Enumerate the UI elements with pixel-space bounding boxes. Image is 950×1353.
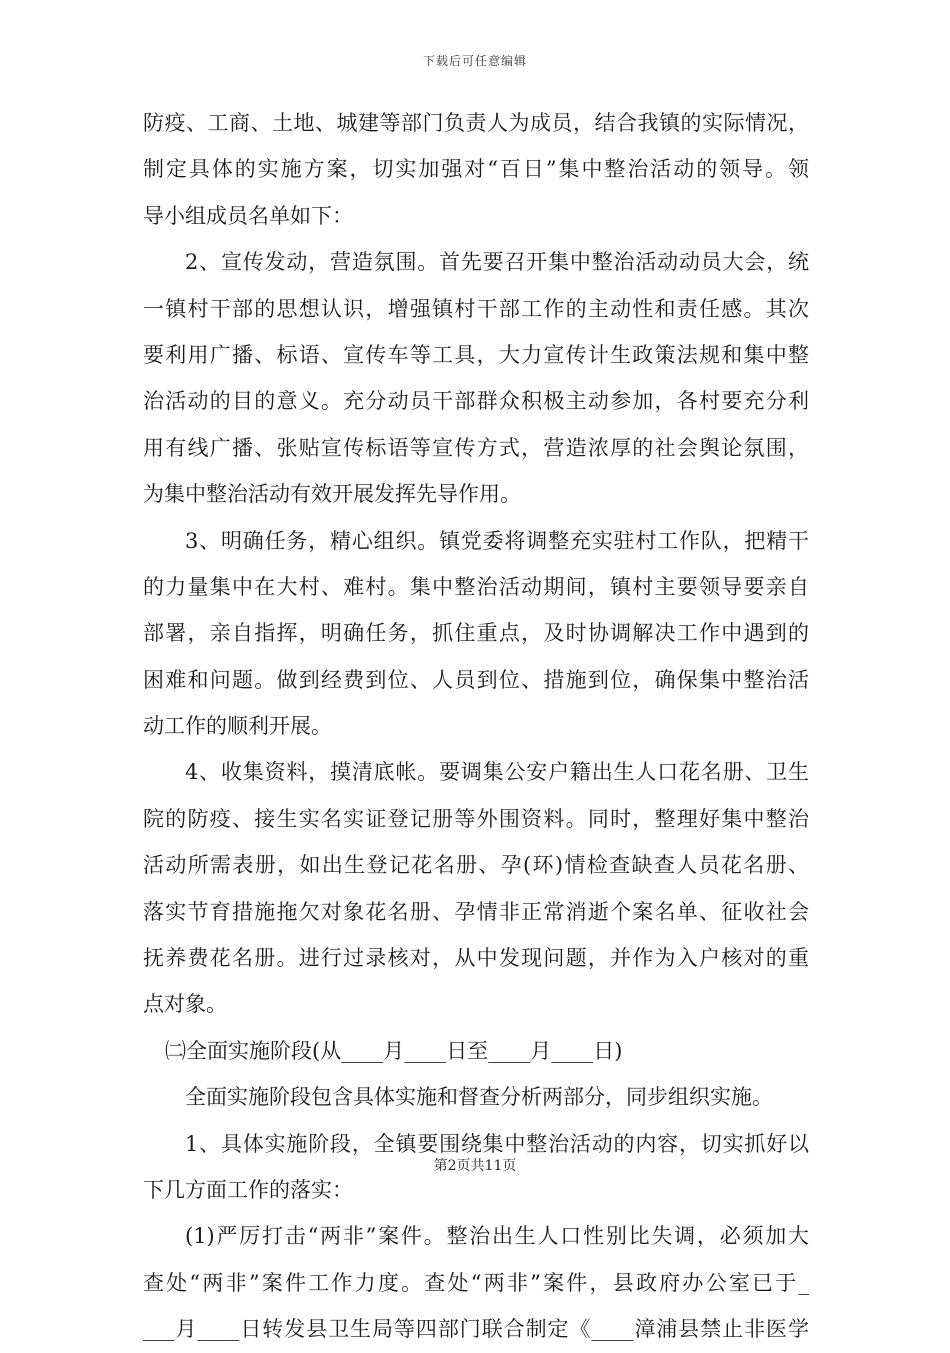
paragraph-heading-2: 2、宣传发动，营造氛围。首先要召开集中整治活动动员大会，统 <box>185 250 809 275</box>
text-line: 用有线广播、张贴宣传标语等宣传方式，营造浓厚的社会舆论氛围， <box>143 435 809 460</box>
text-line: 为集中整治活动有效开展发挥先导作用。 <box>143 482 521 507</box>
text-line: 困难和问题。做到经费到位、人员到位、措施到位，确保集中整治活 <box>143 667 809 692</box>
text-line: 治活动的目的意义。充分动员干部群众积极主动参加，各村要充分利 <box>143 389 809 414</box>
paragraph-heading-sub-1: (1)严厉打击“两非”案件。整治出生人口性别比失调，必须加大 <box>185 1224 809 1249</box>
text-line: ___月____日转发县卫生局等四部门联合制定《____漳浦县禁止非医学 <box>143 1317 809 1342</box>
paragraph-heading-3: 3、明确任务，精心组织。镇党委将调整充实驻村工作队，把精干 <box>185 528 809 553</box>
text-line: 制定具体的实施方案，切实加强对“百日”集中整治活动的领导。领 <box>143 157 809 182</box>
text-line: 要利用广播、标语、宣传车等工具，大力宣传计生政策法规和集中整 <box>143 342 809 367</box>
text-line: 下几方面工作的落实： <box>143 1177 353 1202</box>
text-line: 的力量集中在大村、难村。集中整治活动期间，镇村主要领导要亲自 <box>143 574 809 599</box>
paragraph-heading-1: 1、具体实施阶段，全镇要围绕集中整治活动的内容，切实抓好以 <box>185 1131 809 1156</box>
page-header: 下载后可任意编辑 <box>422 54 527 68</box>
text-line: 动工作的顺利开展。 <box>143 714 332 739</box>
text-line: 院的防疫、接生实名实证登记册等外围资料。同时，整理好集中整治 <box>143 806 809 831</box>
text-line: 全面实施阶段包含具体实施和督查分析两部分，同步组织实施。 <box>185 1085 773 1110</box>
text-line: 导小组成员名单如下： <box>143 203 353 228</box>
page-number: 第2页共11页 <box>433 1158 517 1174</box>
text-line: 活动所需表册，如出生登记花名册、孕(环)情检查缺查人员花名册、 <box>143 853 809 878</box>
text-line: 抚养费花名册。进行过录核对，从中发现问题，并作为入户核对的重 <box>143 946 809 971</box>
text-line: 点对象。 <box>143 992 227 1017</box>
paragraph-heading-4: 4、收集资料，摸清底帐。要调集公安户籍出生人口花名册、卫生 <box>185 760 809 785</box>
text-line: 部署，亲自指挥，明确任务，抓住重点，及时协调解决工作中遇到的 <box>143 621 809 646</box>
text-line: 查处“两非”案件工作力度。查处“两非”案件，县政府办公室已于_ <box>143 1270 809 1295</box>
section-heading: ㈡全面实施阶段(从____月____日至____月____日) <box>165 1038 623 1063</box>
text-line: 防疫、工商、土地、城建等部门负责人为成员，结合我镇的实际情况， <box>143 111 809 135</box>
text-line: 落实节育措施拖欠对象花名册、孕情非正常消逝个案名单、征收社会 <box>143 899 809 924</box>
text-line: 一镇村干部的思想认识，增强镇村干部工作的主动性和责任感。其次 <box>143 296 809 321</box>
